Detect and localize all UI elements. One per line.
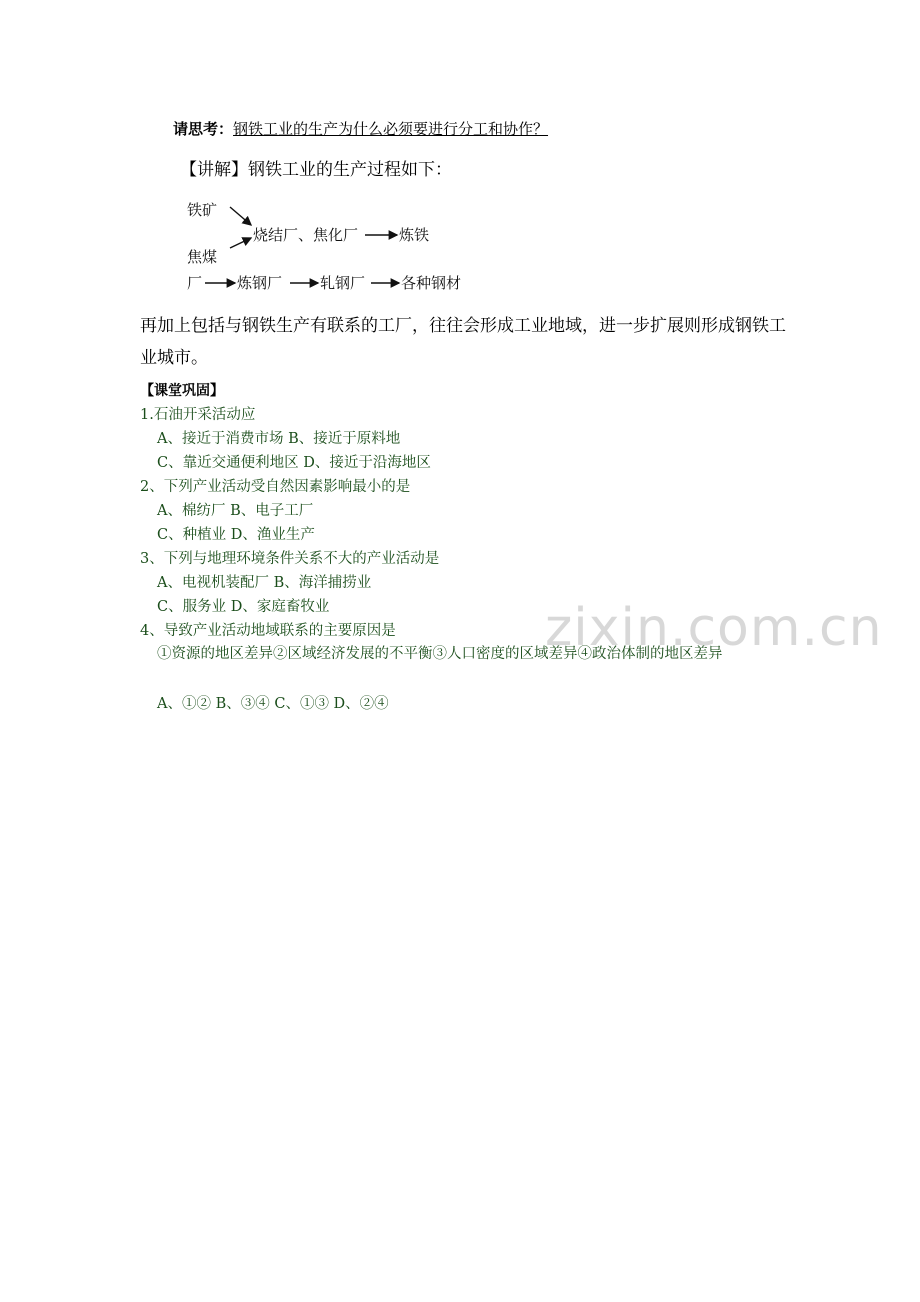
- intro-paragraph: 再加上包括与钢铁生产有联系的工厂，往往会形成工业地域，进一步扩展则形成钢铁工业城市。: [140, 316, 786, 368]
- section-title: 【课堂巩固】: [140, 383, 224, 399]
- diagram-coal: 焦煤: [187, 248, 218, 266]
- question-4-statements: ①资源的地区差异②区域经济发展的不平衡③人口密度的区域差异④政治体制的地区差异: [157, 646, 723, 662]
- arrow-ore: [230, 207, 251, 225]
- diagram-row2-3: 各种钢材: [401, 274, 462, 292]
- question-3-options-2: C、服务业 D、家庭畜牧业: [157, 599, 330, 615]
- watermark: zixin.com.cn: [545, 598, 883, 658]
- question-2-stem: 2、下列产业活动受自然因素影响最小的是: [140, 479, 411, 495]
- diagram-row1: 烧结厂、焦化厂: [253, 226, 359, 244]
- diagram-row2-2: 轧钢厂: [320, 274, 366, 292]
- question-2-options-2: C、种植业 D、渔业生产: [157, 527, 315, 543]
- question-2-options-1: A、棉纺厂 B、电子工厂: [157, 503, 314, 519]
- question-3-options-1: A、电视机装配厂 B、海洋捕捞业: [157, 575, 372, 591]
- question-4-options: A、①② B、③④ C、①③ D、②④: [157, 696, 389, 712]
- question-1-options-1: A、接近于消费市场 B、接近于原料地: [157, 431, 401, 447]
- diagram-row2-0: 厂: [187, 274, 203, 292]
- think-question: 钢铁工业的生产为什么必须要进行分工和协作？: [233, 120, 549, 138]
- diagram-ore: 铁矿: [187, 201, 218, 219]
- diagram-row2-1: 炼钢厂: [237, 274, 283, 292]
- think-prompt: [173, 118, 548, 139]
- question-3-stem: 3、下列与地理环境条件关系不大的产业活动是: [140, 551, 440, 567]
- steel-process-diagram: [185, 195, 485, 295]
- explain-heading: 【讲解】钢铁工业的生产过程如下：: [180, 160, 452, 180]
- arrow-coal: [230, 238, 251, 248]
- diagram-ironmaking: 炼铁: [399, 226, 430, 244]
- question-1-stem: 1.石油开采活动应: [140, 407, 256, 423]
- think-label: 请思考：: [173, 120, 234, 138]
- question-4-stem: 4、导致产业活动地域联系的主要原因是: [140, 623, 396, 639]
- question-1-options-2: C、靠近交通便利地区 D、接近于沿海地区: [157, 455, 431, 471]
